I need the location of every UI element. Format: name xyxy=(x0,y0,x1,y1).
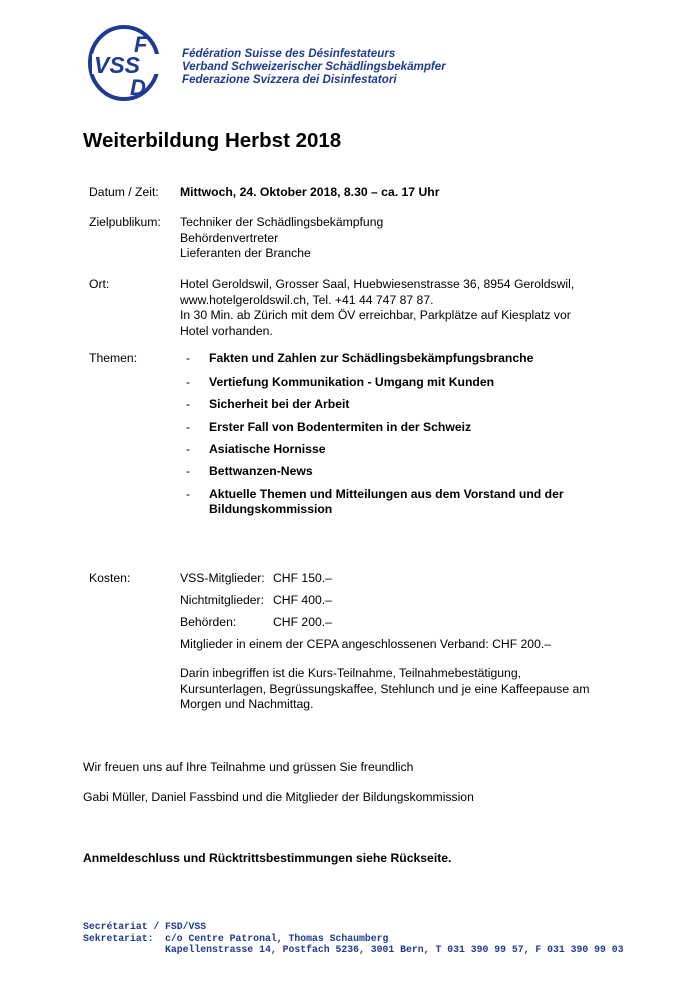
datum-value: Mittwoch, 24. Oktober 2018, 8.30 – ca. 17 Uhr xyxy=(180,185,440,199)
ort-value xyxy=(180,277,574,339)
registration-notice: Anmeldeschluss und Rücktrittsbestimmungen siehe Rückseite. xyxy=(83,851,452,865)
logo-letter-f: F xyxy=(134,32,148,57)
fsd-vss-logo xyxy=(88,24,170,102)
zielpublikum-line: Techniker der Schädlingsbekämpfung xyxy=(180,215,384,229)
topic-item: Erster Fall von Bodentermiten in der Schweiz xyxy=(209,420,472,434)
footer-line: FSD/VSS xyxy=(165,921,207,932)
kosten-label: Kosten: xyxy=(89,571,131,585)
footer-line: c/o Centre Patronal, Thomas Schaumberg xyxy=(165,932,389,944)
topic-dash: - xyxy=(186,464,191,478)
organization-names xyxy=(182,47,446,86)
datum-label: Datum / Zeit: xyxy=(89,185,159,199)
cost-vss-value: CHF 150.– xyxy=(273,571,332,585)
topic-dash: - xyxy=(186,375,191,389)
footer-label-de: Sekretariat: xyxy=(83,932,154,944)
cost-behoerden-value: CHF 200.– xyxy=(273,615,332,629)
topic-item-continued: Bildungskommission xyxy=(209,502,333,516)
cost-included xyxy=(180,666,589,713)
topic-item: Bettwanzen-News xyxy=(209,464,313,478)
zielpublikum-label: Zielpublikum: xyxy=(89,215,161,229)
footer-line: Kapellenstrasse 14, Postfach 5236, 3001 Bern, T 031 390 99 57, F 031 390 99 03 xyxy=(165,944,624,955)
ort-line: Hotel vorhanden. xyxy=(180,323,273,338)
cost-nicht-label: Nichtmitglieder: xyxy=(180,593,264,607)
org-name-it: Federazione Svizzera dei Disinfestatori xyxy=(182,73,397,86)
cost-cepa: Mitglieder in einem der CEPA angeschlossenen Verband: CHF 200.– xyxy=(180,637,552,651)
cost-included-line: Kursunterlagen, Begrüssungskaffee, Stehlunch und je eine Kaffeepause am xyxy=(180,681,590,696)
topic-item: Vertiefung Kommunikation - Umgang mit Kunden xyxy=(209,375,495,389)
zielpublikum-value xyxy=(180,215,383,262)
cost-behoerden-label: Behörden: xyxy=(180,615,237,629)
ort-label: Ort: xyxy=(89,277,110,291)
topic-item: Asiatische Hornisse xyxy=(209,442,326,456)
footer-label-fr: Secrétariat / xyxy=(83,921,160,932)
zielpublikum-line: Lieferanten der Branche xyxy=(180,246,311,260)
signers: Gabi Müller, Daniel Fassbind und die Mitglieder der Bildungskommission xyxy=(83,790,474,804)
logo-letter-d: D xyxy=(130,75,146,100)
topic-dash: - xyxy=(186,442,191,456)
document-title: Weiterbildung Herbst 2018 xyxy=(83,129,342,152)
ort-line: In 30 Min. ab Zürich mit dem ÖV erreichbar, Parkplätze auf Kiesplatz vor xyxy=(180,308,571,322)
cost-nicht-value: CHF 400.– xyxy=(273,593,332,607)
ort-line: Hotel Geroldswil, Grosser Saal, Huebwiesenstrasse 36, 8954 Geroldswil, xyxy=(180,277,575,291)
topic-dash: - xyxy=(186,420,191,434)
topic-item: Sicherheit bei der Arbeit xyxy=(209,397,350,411)
zielpublikum-line: Behördenvertreter xyxy=(180,230,279,245)
topic-dash: - xyxy=(186,351,191,365)
cost-included-line: Morgen und Nachmittag. xyxy=(180,697,314,711)
topic-item: Aktuelle Themen und Mitteilungen aus dem Vorstand und der xyxy=(209,487,564,501)
topic-item: Fakten und Zahlen zur Schädlingsbekämpfungsbranche xyxy=(209,351,534,365)
org-name-fr: Fédération Suisse des Désinfestateurs xyxy=(182,47,396,60)
themen-label: Themen: xyxy=(89,351,138,365)
greeting: Wir freuen uns auf Ihre Teilnahme und grüssen Sie freundlich xyxy=(83,760,414,774)
topic-dash: - xyxy=(186,487,191,501)
ort-line: www.hotelgeroldswil.ch, Tel. +41 44 747 87 87. xyxy=(180,292,434,307)
cost-included-line: Darin inbegriffen ist die Kurs-Teilnahme, Teilnahmebestätigung, xyxy=(180,666,521,680)
cost-vss-label: VSS-Mitglieder: xyxy=(180,571,265,585)
org-name-de: Verband Schweizerischer Schädlingsbekämpfer xyxy=(182,60,446,73)
topic-dash: - xyxy=(186,397,191,411)
logo-letters-vss: VSS xyxy=(94,52,141,78)
